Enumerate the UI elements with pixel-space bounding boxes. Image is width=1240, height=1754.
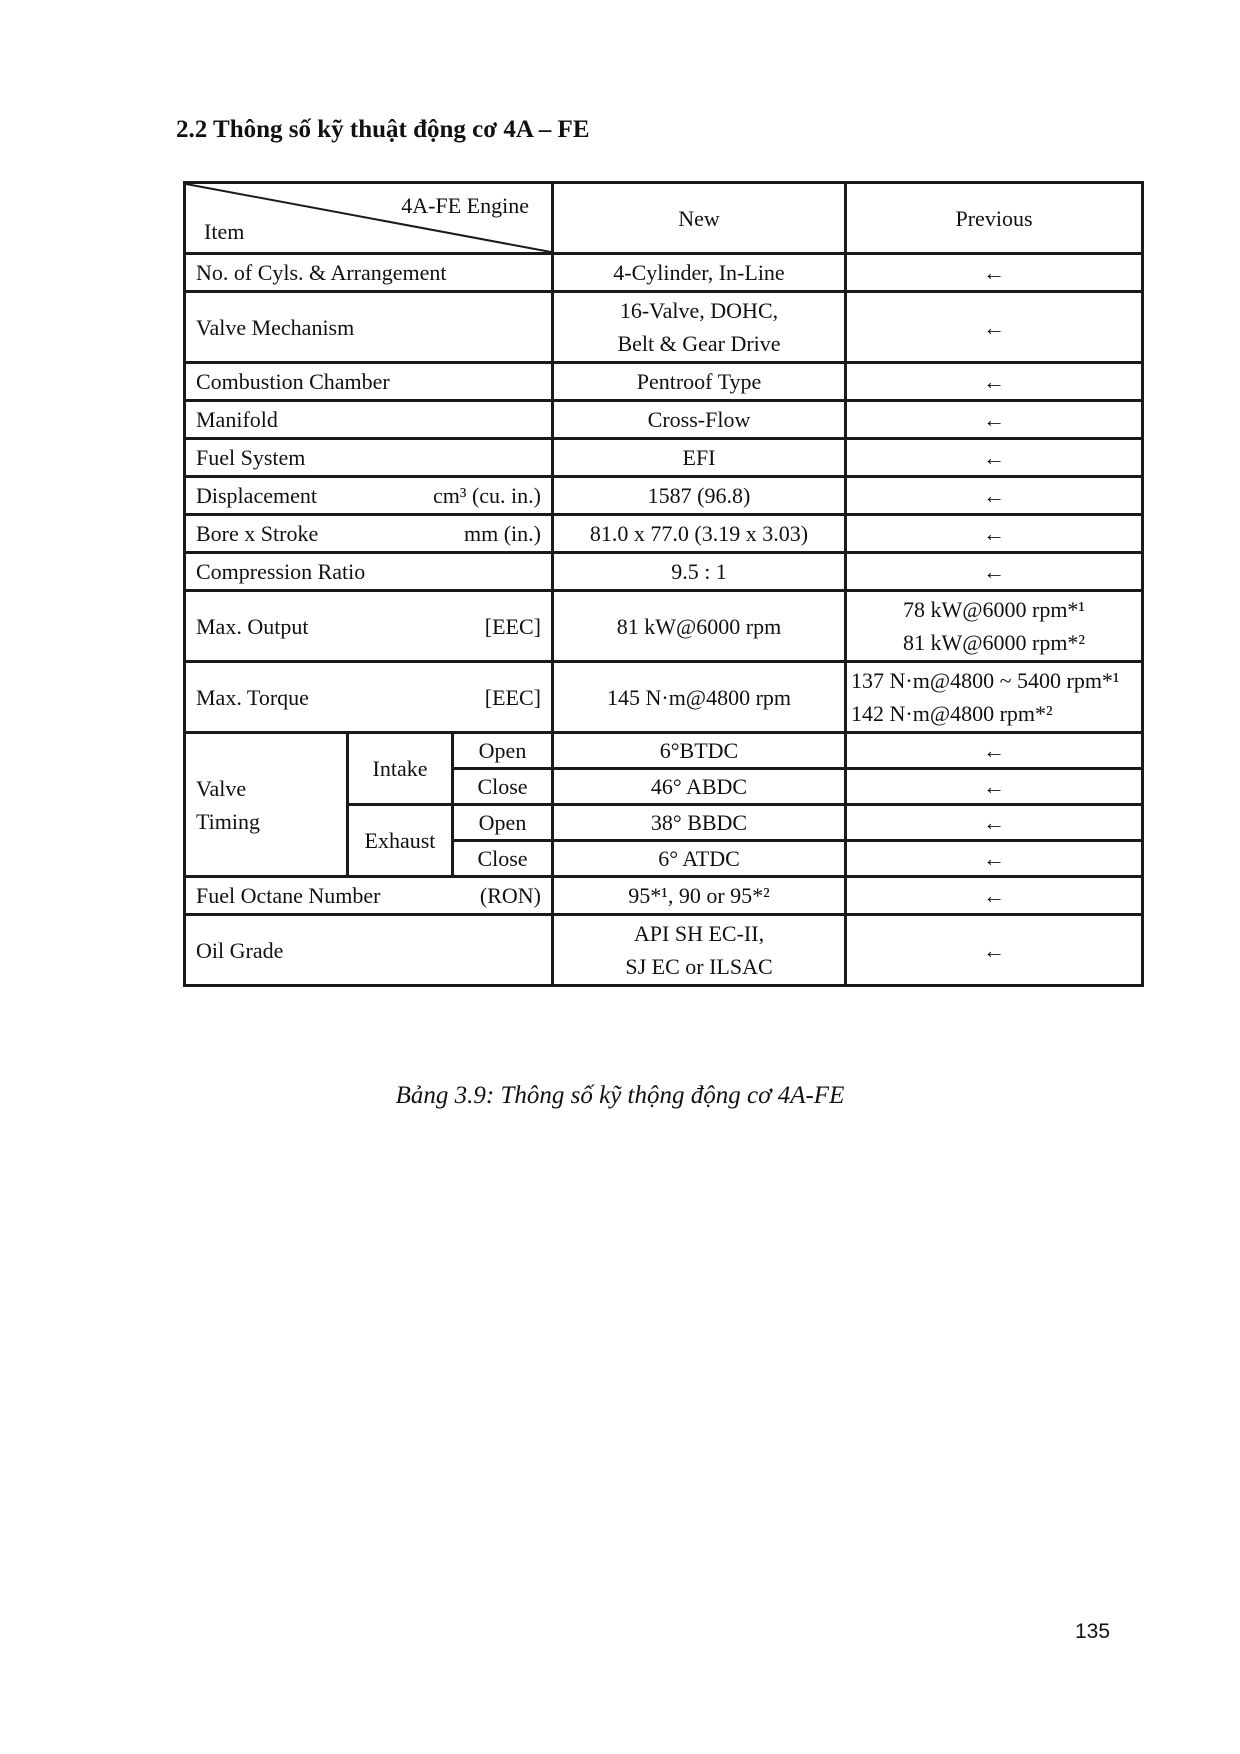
item-label: Max. Torque [EEC]	[185, 662, 553, 733]
unit-label: [EEC]	[484, 613, 541, 639]
diagonal-header-cell	[185, 183, 553, 254]
previous-value: ←	[846, 477, 1143, 515]
item-header-label: Item	[204, 219, 245, 244]
engine-spec-table	[183, 181, 1144, 987]
new-value: 9.5 : 1	[553, 553, 846, 591]
previous-value: ←	[846, 915, 1143, 986]
previous-value: 78 kW@6000 rpm*¹ 81 kW@6000 rpm*²	[846, 591, 1143, 662]
previous-value: ←	[846, 363, 1143, 401]
table-row	[185, 553, 1143, 591]
table-row	[185, 363, 1143, 401]
table-row	[185, 401, 1143, 439]
item-label: No. of Cyls. & Arrangement	[185, 254, 553, 292]
table-row	[185, 254, 1143, 292]
table-row	[185, 477, 1143, 515]
engine-header-label: 4A-FE Engine	[401, 193, 529, 218]
new-value: 1587 (96.8)	[553, 477, 846, 515]
new-value: Cross-Flow	[553, 401, 846, 439]
exhaust-label: Exhaust	[348, 805, 453, 877]
unit-label: mm (in.)	[464, 521, 541, 546]
page-number: 135	[1075, 1620, 1111, 1643]
previous-value: ←	[846, 733, 1143, 769]
table-row	[185, 292, 1143, 363]
new-value: 81.0 x 77.0 (3.19 x 3.03)	[553, 515, 846, 553]
previous-column-header: Previous	[846, 183, 1143, 254]
new-value: Pentroof Type	[553, 363, 846, 401]
previous-value: ←	[846, 769, 1143, 805]
section-heading: 2.2 Thông số kỹ thuật động cơ 4A – FE	[176, 116, 590, 143]
new-value: 95*¹, 90 or 95*²	[553, 877, 846, 915]
table-row	[185, 515, 1143, 553]
table-row	[185, 591, 1143, 662]
new-value: 46° ABDC	[553, 769, 846, 805]
item-label: Fuel Octane Number (RON)	[185, 877, 553, 915]
table-row	[185, 877, 1143, 915]
previous-value: ←	[846, 515, 1143, 553]
previous-value: ←	[846, 401, 1143, 439]
item-label: Combustion Chamber	[185, 363, 553, 401]
table-caption: Bảng 3.9: Thông số kỹ thộng động cơ 4A-FE	[395, 1082, 845, 1109]
previous-value: ←	[846, 841, 1143, 877]
new-value: EFI	[553, 439, 846, 477]
unit-label: cm³ (cu. in.)	[432, 483, 541, 508]
previous-value: ←	[846, 553, 1143, 591]
new-value: 6°BTDC	[553, 733, 846, 769]
event-label: Close	[453, 769, 553, 805]
table-row	[185, 733, 1143, 769]
previous-value: ←	[846, 439, 1143, 477]
previous-value: 137 N·m@4800 ~ 5400 rpm*¹ 142 N·m@4800 rpm*²	[846, 662, 1143, 733]
new-value: 145 N·m@4800 rpm	[553, 662, 846, 733]
new-column-header: New	[553, 183, 846, 254]
event-label: Open	[453, 805, 553, 841]
new-value: 81 kW@6000 rpm	[553, 591, 846, 662]
table-header-row	[185, 183, 1143, 254]
new-value: 4-Cylinder, In-Line	[553, 254, 846, 292]
previous-value: ←	[846, 877, 1143, 915]
item-label: Oil Grade	[185, 915, 553, 986]
previous-value: ←	[846, 805, 1143, 841]
new-value: 38° BBDC	[553, 805, 846, 841]
new-value: 6° ATDC	[553, 841, 846, 877]
item-label: Bore x Stroke mm (in.)	[185, 515, 553, 553]
item-label: Max. Output [EEC]	[185, 591, 553, 662]
table-row	[185, 439, 1143, 477]
previous-value: ←	[846, 254, 1143, 292]
valve-timing-label: Valve Timing	[185, 733, 348, 877]
item-label: Compression Ratio	[185, 553, 553, 591]
new-value: API SH EC-II, SJ EC or ILSAC	[553, 915, 846, 986]
item-label: Fuel System	[185, 439, 553, 477]
item-label: Manifold	[185, 401, 553, 439]
unit-label: (RON)	[479, 883, 541, 908]
unit-label: [EEC]	[484, 684, 541, 710]
new-value: 16-Valve, DOHC, Belt & Gear Drive	[553, 292, 846, 363]
intake-label: Intake	[348, 733, 453, 805]
event-label: Close	[453, 841, 553, 877]
item-label: Valve Mechanism	[185, 292, 553, 363]
previous-value: ←	[846, 292, 1143, 363]
item-label: Displacement cm³ (cu. in.)	[185, 477, 553, 515]
table-row	[185, 662, 1143, 733]
table-row	[185, 915, 1143, 986]
event-label: Open	[453, 733, 553, 769]
